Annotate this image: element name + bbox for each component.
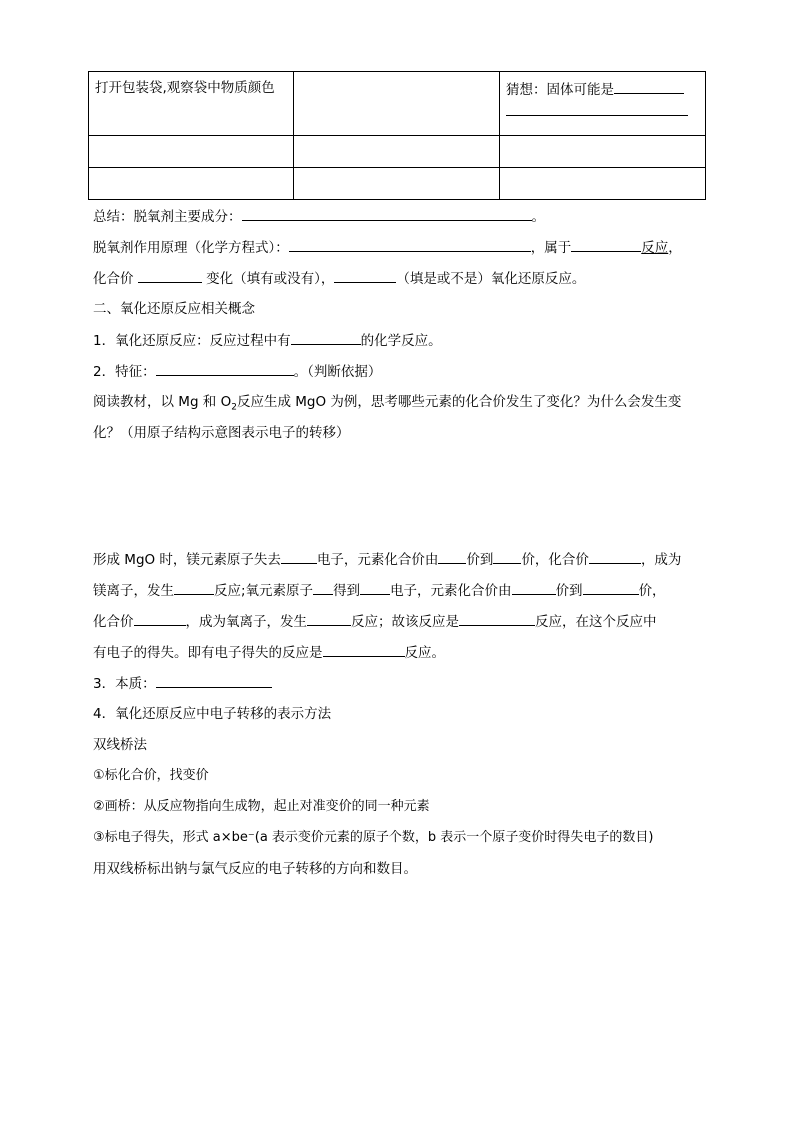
reading-text-b: 反应生成 MgO 为例，思考哪些元素的化合价发生了变化？为什么会发生变 <box>236 394 682 410</box>
fill-text: 反应；故该反应是 <box>351 614 459 630</box>
fill-text: 反应;氧元素原子 <box>214 583 314 599</box>
fill-line-4 <box>93 642 445 663</box>
fill-blank[interactable] <box>438 549 466 564</box>
reaction-type-blank[interactable] <box>571 237 641 252</box>
table-cell <box>89 72 294 136</box>
item-2-text: 2．特征： <box>93 364 156 380</box>
o2-subscript: 2 <box>231 402 237 413</box>
fill-blank[interactable] <box>493 549 521 564</box>
table-cell[interactable] <box>89 136 294 168</box>
fill-blank[interactable] <box>174 580 214 595</box>
step-1: ①标化合价，找变价 <box>93 768 209 783</box>
summary-label: 总结：脱氧剂主要成分： <box>93 209 242 225</box>
fill-blank[interactable] <box>323 642 405 657</box>
table-cell[interactable] <box>500 136 706 168</box>
item-2-end: 。（判断依据） <box>293 364 382 380</box>
principle-end: ， <box>668 240 682 256</box>
fill-blank[interactable] <box>589 549 641 564</box>
fill-text: 价， <box>638 583 666 599</box>
is-redox-hint: （填是或不是）氧化还原反应。 <box>396 271 586 287</box>
reading-line-2: 化？（用原子结构示意图表示电子的转移） <box>93 425 350 441</box>
item-1 <box>93 330 442 351</box>
item-2 <box>93 361 381 382</box>
valence-change-blank[interactable] <box>138 268 202 283</box>
fill-text: 得到 <box>333 583 361 599</box>
principle-label: 脱氧剂作用原理（化学方程式）： <box>93 240 289 256</box>
fill-blank[interactable] <box>459 611 535 626</box>
fill-text: ，成为氧离子，发生 <box>185 614 307 630</box>
summary-line <box>93 206 545 227</box>
table-cell[interactable] <box>89 168 294 200</box>
item-4: 4．氧化还原反应中电子转移的表示方法 <box>93 706 332 722</box>
valence-label: 化合价 <box>93 271 134 287</box>
item-3-blank[interactable] <box>156 673 272 688</box>
main-component-blank[interactable] <box>242 206 532 221</box>
fill-text: 形成 MgO 时，镁元素原子失去 <box>93 552 281 568</box>
fill-line-2 <box>93 580 666 601</box>
fill-text: 价，化合价 <box>521 552 589 568</box>
table-row <box>89 168 706 200</box>
table-cell[interactable] <box>294 136 500 168</box>
guess-blank[interactable] <box>614 79 684 94</box>
fill-blank[interactable] <box>134 611 186 626</box>
fill-text: 镁离子，发生 <box>93 583 174 599</box>
fill-text: 反应。 <box>404 645 445 661</box>
method-title: 双线桥法 <box>93 737 147 753</box>
equation-blank[interactable] <box>289 237 531 252</box>
reading-line-1 <box>93 392 681 412</box>
fill-text: 价到 <box>466 552 494 568</box>
item-3 <box>93 673 272 694</box>
item-1-text: 1．氧化还原反应：反应过程中有 <box>93 333 291 349</box>
reading-text-a: 阅读教材，以 Mg 和 O <box>93 394 232 410</box>
fill-text: 有电子的得失。即有电子得失的反应是 <box>93 645 323 661</box>
guess-blank-2[interactable] <box>506 101 688 116</box>
fill-blank[interactable] <box>360 580 390 595</box>
principle-mid: ，属于 <box>530 240 572 256</box>
item-1-end: 的化学反应。 <box>360 333 442 349</box>
fill-text: 反应，在这个反应中 <box>535 614 657 630</box>
fill-text: 电子，元素化合价由 <box>390 583 512 599</box>
fill-line-1 <box>93 549 681 570</box>
table-cell[interactable] <box>500 72 706 136</box>
fill-blank[interactable] <box>583 580 639 595</box>
table-row <box>89 72 706 136</box>
section-title: 二、氧化还原反应相关概念 <box>93 301 255 317</box>
observation-table <box>88 71 706 200</box>
valence-line <box>93 268 585 289</box>
item-2-blank[interactable] <box>156 361 294 376</box>
step-3: ③标电子得失，形式 a×be⁻(a 表示变价元素的原子个数，b 表示一个原子变价时得失电子的数目) <box>93 830 654 845</box>
task-line: 用双线桥标出钠与氯气反应的电子转移的方向和数目。 <box>93 861 417 877</box>
fill-blank[interactable] <box>307 611 351 626</box>
item-1-blank[interactable] <box>291 330 361 345</box>
reaction-word: 反应 <box>641 240 669 256</box>
fill-blank[interactable] <box>313 580 333 595</box>
item-3-text: 3．本质： <box>93 676 156 692</box>
is-redox-blank[interactable] <box>334 268 396 283</box>
fill-text: 价到 <box>555 583 583 599</box>
fill-text: 化合价 <box>93 614 134 630</box>
guess-label: 猜想：固体可能是 <box>506 82 614 98</box>
valence-hint: 变化（填有或没有）， <box>206 271 335 287</box>
table-cell[interactable] <box>500 168 706 200</box>
summary-end: 。 <box>531 209 545 225</box>
table-cell[interactable] <box>294 72 500 136</box>
table-row <box>89 136 706 168</box>
principle-line <box>93 237 682 258</box>
cell-text: 打开包装袋,观察袋中物质颜色 <box>95 80 275 96</box>
table-cell[interactable] <box>294 168 500 200</box>
step-2: ②画桥：从反应物指向生成物，起止对准变价的同一种元素 <box>93 799 430 814</box>
fill-blank[interactable] <box>512 580 556 595</box>
fill-text: 电子，元素化合价由 <box>316 552 439 568</box>
fill-blank[interactable] <box>281 549 317 564</box>
fill-line-3 <box>93 611 657 632</box>
fill-text: ，成为 <box>640 552 682 568</box>
